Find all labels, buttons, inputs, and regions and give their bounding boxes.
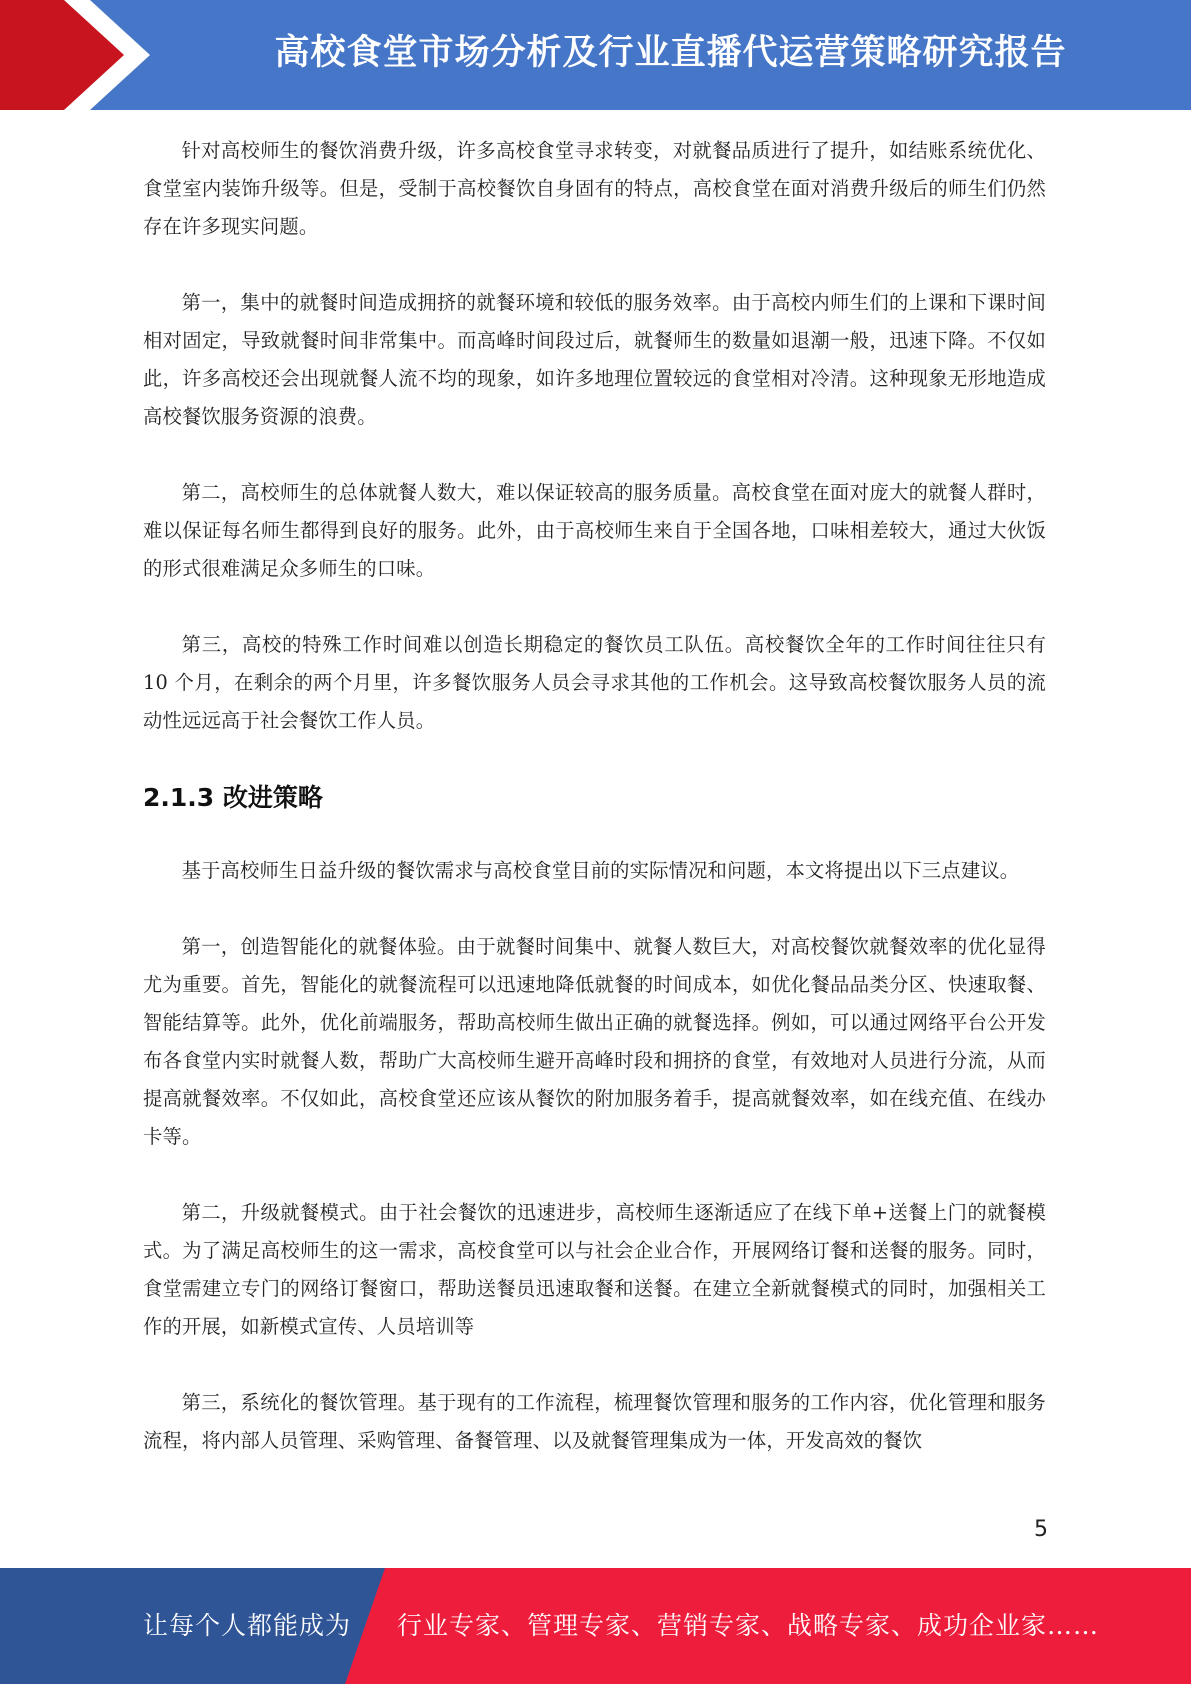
paragraph-suggestion-2: 第二，升级就餐模式。由于社会餐饮的迅速进步，高校师生逐渐适应了在线下单+送餐上门的就餐模式。为了满足高校师生的这一需求，高校食堂可以与社会企业合作，开展网络订餐和送餐的服务。同时，食堂需建立专门的网络订餐窗口，帮助送餐员迅速取餐和送餐。在建立全新就餐模式的同时，加强相关工作的开展，如新模式宣传、人员培训等 <box>143 1201 1046 1338</box>
report-title: 高校食堂市场分析及行业直播代运营策略研究报告 <box>274 33 1067 73</box>
page-number: 5 <box>1034 1517 1048 1542</box>
paragraph-suggestion-1: 第一，创造智能化的就餐体验。由于就餐时间集中、就餐人数巨大，对高校餐饮就餐效率的优化显得尤为重要。首先，智能化的就餐流程可以迅速地降低就餐的时间成本，如优化餐品品类分区、快速取餐、智能结算等。此外，优化前端服务，帮助高校师生做出正确的就餐选择。例如，可以通过网络平台公开发布各食堂内实时就餐人数，帮助广大高校师生避开高峰时段和拥挤的食堂，有效地对人员进行分流，从而提高就餐效率。不仅如此，高校食堂还应该从餐饮的附加服务着手，提高就餐效率，如在线充值、在线办卡等。 <box>143 935 1046 1148</box>
document-body <box>143 132 1046 1498</box>
paragraph-problem-3: 第三，高校的特殊工作时间难以创造长期稳定的餐饮员工队伍。高校餐饮全年的工作时间往往只有 10 个月，在剩余的两个月里，许多餐饮服务人员会寻求其他的工作机会。这导致高校餐饮服务人员的流动性远远高于社会餐饮工作人员。 <box>143 633 1046 732</box>
header-chevron-decoration <box>0 0 160 110</box>
section-heading: 2.1.3 改进策略 <box>143 783 323 812</box>
paragraph-problem-1: 第一，集中的就餐时间造成拥挤的就餐环境和较低的服务效率。由于高校内师生们的上课和下课时间相对固定，导致就餐时间非常集中。而高峰时间段过后，就餐师生的数量如退潮一般，迅速下降。不仅如此，许多高校还会出现就餐人流不均的现象，如许多地理位置较远的食堂相对冷清。这种现象无形地造成高校餐饮服务资源的浪费。 <box>143 291 1046 428</box>
paragraph-suggestion-intro: 基于高校师生日益升级的餐饮需求与高校食堂目前的实际情况和问题，本文将提出以下三点建议。 <box>181 859 1020 882</box>
paragraph-intro: 针对高校师生的餐饮消费升级，许多高校食堂寻求转变，对就餐品质进行了提升，如结账系统优化、食堂室内装饰升级等。但是，受制于高校餐饮自身固有的特点，高校食堂在面对消费升级后的师生们仍然存在许多现实问题。 <box>143 139 1046 238</box>
footer-slogan-right: 行业专家、管理专家、营销专家、战略专家、成功企业家…… <box>397 1611 1100 1640</box>
footer-band <box>0 1568 1191 1684</box>
report-header-band <box>0 0 1191 110</box>
paragraph-suggestion-3: 第三，系统化的餐饮管理。基于现有的工作流程，梳理餐饮管理和服务的工作内容，优化管理和服务流程，将内部人员管理、采购管理、备餐管理、以及就餐管理集成为一体，开发高效的餐饮 <box>143 1391 1046 1452</box>
paragraph-problem-2: 第二，高校师生的总体就餐人数大，难以保证较高的服务质量。高校食堂在面对庞大的就餐人群时，难以保证每名师生都得到良好的服务。此外，由于高校师生来自于全国各地，口味相差较大，通过大伙饭的形式很难满足众多师生的口味。 <box>143 481 1046 580</box>
footer-slogan-left: 让每个人都能成为 <box>143 1611 352 1640</box>
